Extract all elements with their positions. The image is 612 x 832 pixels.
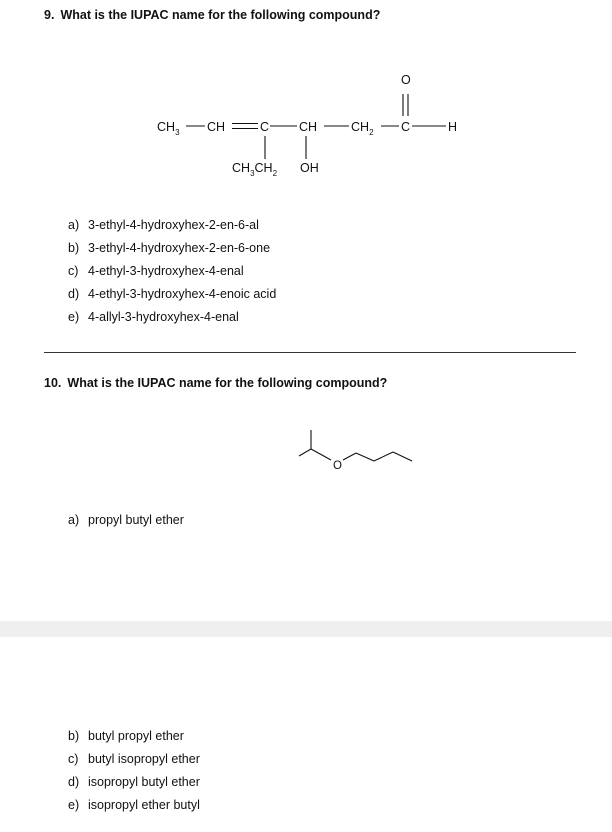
- q10-option-a[interactable]: a) propyl butyl ether: [68, 513, 184, 527]
- q9-option-a[interactable]: a) 3-ethyl-4-hydroxyhex-2-en-6-al: [68, 218, 259, 232]
- q9-c2-label: C: [260, 120, 270, 134]
- q9-structure-diagram: [0, 0, 612, 200]
- q10-option-e[interactable]: e) isopropyl ether butyl: [68, 798, 200, 812]
- page-break-gap: [0, 621, 612, 637]
- question-9-options: [68, 214, 276, 329]
- q9-option-c[interactable]: c) 4-ethyl-3-hydroxyhex-4-enal: [68, 264, 244, 278]
- q9-option-e[interactable]: e) 4-allyl-3-hydroxyhex-4-enal: [68, 310, 239, 324]
- q10-bond-oxygen-out: [343, 453, 356, 460]
- q10-bond-chain-3: [393, 452, 412, 461]
- question-10-title: [44, 376, 387, 390]
- q10-bond-to-oxygen: [311, 449, 331, 460]
- q10-option-d[interactable]: d) isopropyl butyl ether: [68, 775, 200, 789]
- q10-skeletal-structure: [0, 400, 612, 500]
- q9-ch2-label: $CH_2$: [351, 120, 374, 137]
- question-10-option-a-list: [68, 509, 184, 532]
- question-9-text: What is the IUPAC name for the following compound?: [60, 8, 381, 22]
- q10-bond-chain-2: [374, 452, 393, 461]
- q10-oxygen-label: O: [333, 460, 342, 472]
- q9-ch3-label: $CH_3$: [157, 120, 180, 137]
- q9-option-b[interactable]: b) 3-ethyl-4-hydroxyhex-2-en-6-one: [68, 241, 271, 255]
- q9-c-aldehyde-label: C: [401, 120, 411, 134]
- q9-ethyl-label: $CH_3CH_2$: [232, 161, 278, 178]
- q10-option-c[interactable]: c) butyl isopropyl ether: [68, 752, 200, 766]
- q10-bond-chain-1: [356, 453, 374, 461]
- question-divider: [44, 352, 576, 353]
- q9-ch-label: CH: [207, 120, 226, 134]
- q9-o-label: O: [401, 73, 411, 87]
- q9-oh-label: OH: [300, 161, 319, 175]
- q9-ch-oh-label: CH: [299, 120, 318, 134]
- q9-option-d[interactable]: d) 4-ethyl-3-hydroxyhex-4-enoic acid: [68, 287, 277, 301]
- q9-h-label: H: [448, 120, 458, 134]
- q10-option-b[interactable]: b) butyl propyl ether: [68, 729, 184, 743]
- question-9-number: 9.: [44, 8, 55, 22]
- question-10-number: 10.: [44, 376, 62, 390]
- question-10-options: [68, 725, 200, 817]
- q10-bond-methyl-up: [299, 449, 311, 456]
- question-10-text: What is the IUPAC name for the following compound?: [67, 376, 388, 390]
